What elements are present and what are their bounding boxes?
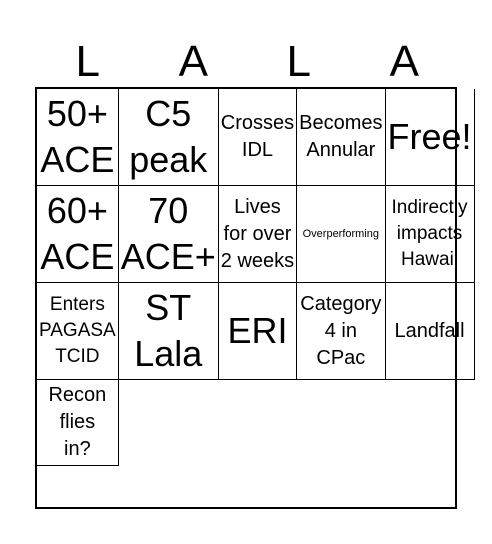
cell-text: Overperforming [302, 228, 380, 240]
bingo-header [35, 36, 457, 88]
header-letter: L [75, 37, 100, 86]
cell-text: 50+ ACE [40, 93, 115, 180]
bingo-cell[interactable] [119, 186, 219, 283]
header-letter: A [178, 37, 208, 86]
cell-text: Free! [387, 116, 472, 157]
header-letter: L [286, 37, 311, 86]
bingo-cell[interactable] [37, 89, 119, 186]
cell-text: 70 ACE+ [120, 190, 216, 277]
cell-text: 60+ ACE [40, 190, 115, 277]
cell-text: Category 4 in CPac [300, 292, 382, 369]
bingo-cell[interactable] [297, 283, 385, 380]
cell-text: Enters PAGASA TCID [39, 294, 116, 367]
bingo-cell[interactable] [119, 89, 219, 186]
bingo-cell[interactable] [386, 186, 475, 283]
bingo-cell[interactable] [297, 186, 385, 283]
bingo-cell[interactable] [119, 283, 219, 380]
cell-text: Crosses IDL [220, 112, 295, 161]
bingo-cell[interactable] [219, 186, 297, 283]
bingo-cell[interactable] [386, 283, 475, 380]
cell-text: ERI [227, 310, 288, 351]
bingo-cell[interactable] [37, 283, 119, 380]
cell-text: Indirectly impacts Hawaii [391, 197, 468, 270]
cell-text: Becomes Annular [299, 112, 383, 161]
cell-text: C5 peak [129, 93, 208, 180]
cell-text: Lives for over 2 weeks [220, 195, 295, 272]
bingo-cell[interactable] [219, 89, 297, 186]
bingo-cell[interactable] [297, 89, 385, 186]
cell-text: Landfall [394, 319, 465, 342]
bingo-cell[interactable] [219, 283, 297, 380]
bingo-cell[interactable] [37, 186, 119, 283]
cell-text: Recon flies in? [48, 384, 107, 460]
cell-text: ST Lala [134, 287, 203, 374]
header-letter: A [389, 37, 419, 86]
free-cell[interactable] [386, 89, 475, 186]
bingo-cell[interactable] [37, 380, 119, 466]
bingo-board [35, 87, 472, 509]
